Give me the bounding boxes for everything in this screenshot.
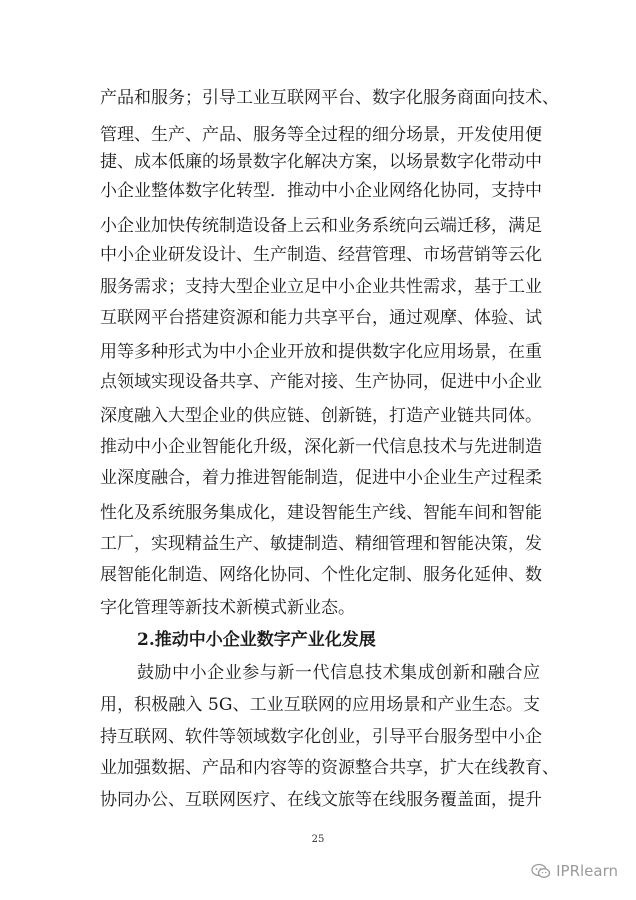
body-line: 鼓励中小企业参与新一代信息技术集成创新和融合应 xyxy=(137,663,540,683)
body-line: 业加强数据、产品和内容等的资源整合共享，扩大在线教育、 xyxy=(100,758,559,778)
body-line: 用，积极融入 5G、工业互联网的应用场景和产业生态。支 xyxy=(100,695,540,715)
body-line: 互联网平台搭建资源和能力共享平台，通过观摩、体验、试 xyxy=(100,308,542,328)
body-line: 展智能化制造、网络化协同、个性化定制、服务化延伸、数 xyxy=(100,565,542,585)
body-line: 捷、成本低廉的场景数字化解决方案，以场景数字化带动中 xyxy=(100,152,542,172)
body-line: 产品和服务；引导工业互联网平台、数字化服务商面向技术、 xyxy=(100,88,559,108)
page-number: 25 xyxy=(311,834,325,845)
body-line: 小企业加快传统制造设备上云和业务系统向云端迁移，满足 xyxy=(100,216,542,236)
section-heading: 2.推动中小企业数字产业化发展 xyxy=(137,630,376,650)
body-line: 小企业整体数字化转型．推动中小企业网络化协同，支持中 xyxy=(100,181,542,201)
body-line: 协同办公、互联网医疗、在线文旅等在线服务覆盖面，提升 xyxy=(100,790,542,810)
watermark-text: IPRlearn xyxy=(556,862,618,880)
body-line: 推动中小企业智能化升级，深化新一代信息技术与先进制造 xyxy=(100,437,542,457)
watermark xyxy=(531,862,618,880)
body-line: 业深度融合，着力推进智能制造，促进中小企业生产过程柔 xyxy=(100,468,542,488)
body-line: 中小企业研发设计、生产制造、经营管理、市场营销等云化 xyxy=(100,245,542,265)
body-line: 服务需求；支持大型企业立足中小企业共性需求，基于工业 xyxy=(100,277,542,297)
body-line: 用等多种形式为中小企业开放和提供数字化应用场景，在重 xyxy=(100,342,542,362)
body-line: 性化及系统服务集成化，建设智能生产线、智能车间和智能 xyxy=(100,503,542,523)
body-line: 点领域实现设备共享、产能对接、生产协同，促进中小企业 xyxy=(100,372,542,392)
body-line: 字化管理等新技术新模式新业态。 xyxy=(100,598,355,618)
body-line: 深度融入大型企业的供应链、创新链，打造产业链共同体。 xyxy=(100,406,542,426)
body-line: 持互联网、软件等领域数字化创业，引导平台服务型中小企 xyxy=(100,727,542,747)
body-line: 工厂，实现精益生产、敏捷制造、精细管理和智能决策，发 xyxy=(100,534,542,554)
body-line: 管理、生产、产品、服务等全过程的细分场景，开发使用便 xyxy=(100,125,542,145)
wechat-icon xyxy=(531,863,551,879)
